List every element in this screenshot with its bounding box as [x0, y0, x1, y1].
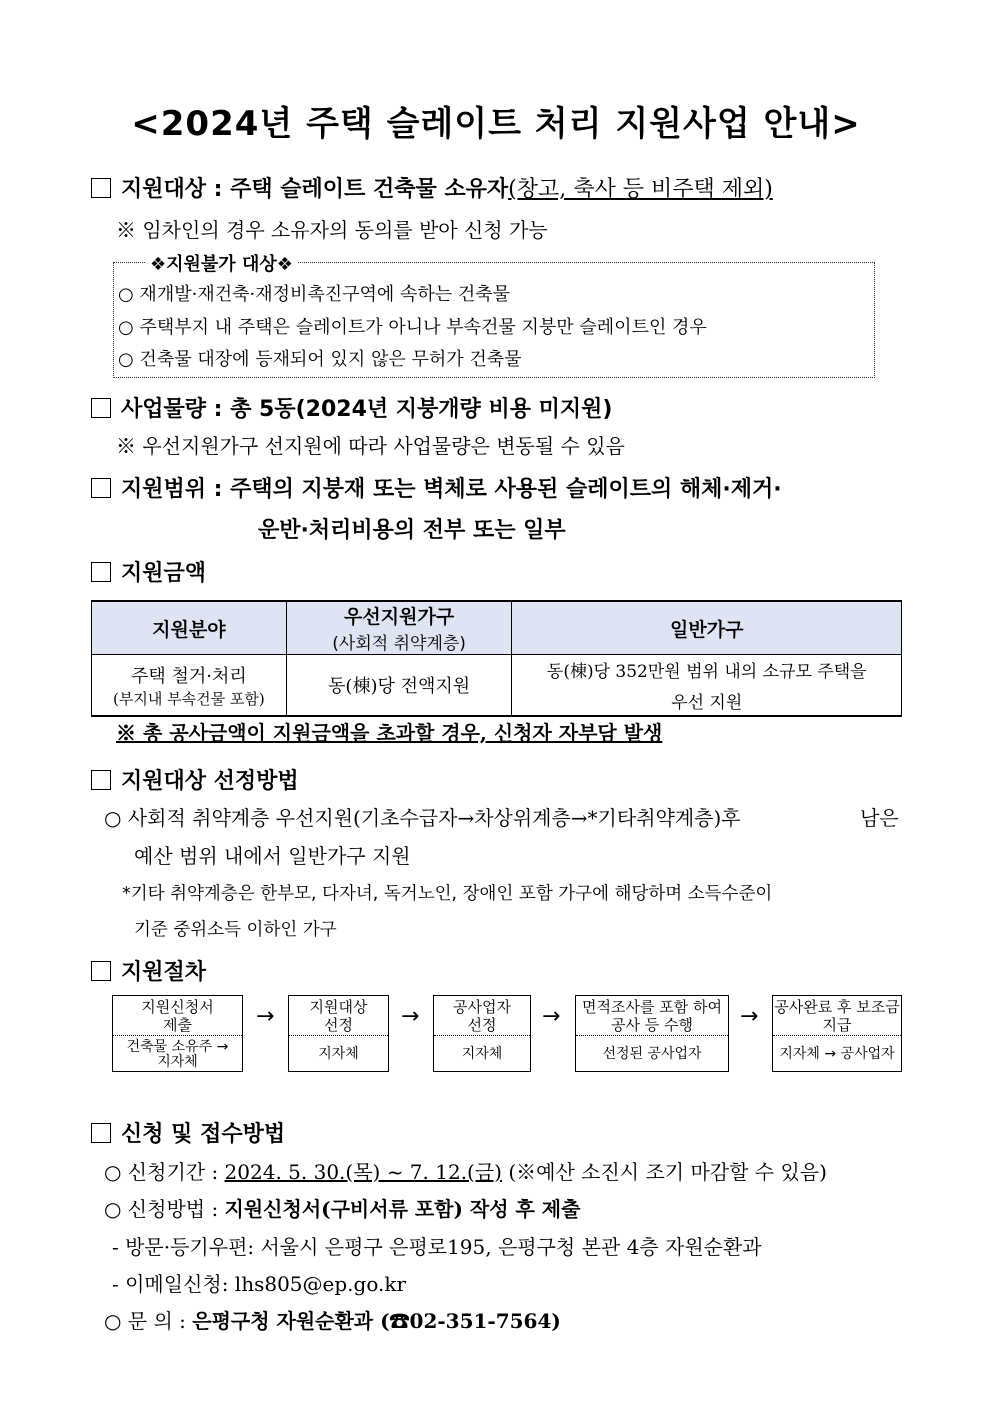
procedure-step: [575, 995, 729, 1072]
section-amount: [91, 556, 206, 587]
step-title-line2: 제출: [163, 1015, 192, 1034]
selection-line1: ○ 사회적 취약계층 우선지원(기초수급자→차상위계층→*기타취약계층)후: [104, 806, 741, 830]
volume-label: 사업물량 : 총 5동(2024년 지붕개량 비용 미지원): [121, 397, 613, 422]
checkbox-icon: [91, 961, 111, 981]
ineligible-title: ❖지원불가 대상❖: [146, 250, 297, 276]
inquiry-label: ○ 문 의 :: [104, 1309, 193, 1333]
checkbox-icon: [91, 562, 111, 582]
step-actor-line1: 건축물 소유주 →: [126, 1038, 229, 1055]
period-label: ○ 신청기간 :: [104, 1160, 225, 1184]
period-note: (※예산 소진시 조기 마감할 수 있음): [501, 1160, 827, 1184]
step-actor: 지자체: [318, 1046, 359, 1062]
step-title-line1: 지원신청서: [141, 997, 214, 1016]
step-title: [434, 996, 530, 1036]
section-selection: [91, 764, 299, 795]
step-title-line1: 공사업자: [453, 997, 511, 1016]
procedure-step: [433, 995, 531, 1072]
step-title-line2: 공사 등 수행: [610, 1015, 693, 1034]
ineligible-item: ○ 재개발·재건축·재정비촉진구역에 속하는 건축물: [118, 284, 511, 305]
application-label: 신청 및 접수방법: [121, 1122, 286, 1147]
step-actor: [113, 1036, 242, 1073]
application-method: [104, 1193, 580, 1222]
checkbox-icon: [91, 398, 111, 418]
amount-note: ※ 총 공사금액이 지원금액을 초과할 경우, 신청자 자부담 발생: [116, 721, 663, 745]
section-scope: [91, 472, 782, 503]
header-priority: [286, 601, 512, 655]
selection-label: 지원대상 선정방법: [121, 769, 299, 794]
step-actor: 선정된 공사업자: [602, 1046, 702, 1062]
ineligible-box: [113, 262, 875, 378]
step-title-line1: 면적조사를 포함 하여: [582, 997, 722, 1016]
table-header-row: [92, 601, 902, 655]
step-title-line2: 지급: [822, 1015, 852, 1034]
step-actor: 지자체 → 공사업자: [779, 1046, 895, 1062]
application-inquiry: [104, 1305, 561, 1334]
volume-note: ※ 우선지원가구 선지원에 따라 사업물량은 변동될 수 있음: [116, 434, 625, 458]
selection-footnote1: *기타 취약계층은 한부모, 다자녀, 독거노인, 장애인 포함 가구에 해당하며 소득수준이: [122, 884, 773, 904]
step-title-line2: 선정: [467, 1015, 497, 1034]
scope-label-line2: 운반·처리비용의 전부 또는 일부: [258, 518, 566, 543]
inquiry-value: 은평구청 자원순환과 (☎02-351-7564): [192, 1309, 561, 1333]
section-target: [91, 172, 773, 203]
header-priority-sub: (사회적 취약계층): [332, 634, 466, 654]
cell-field: [92, 655, 287, 717]
selection-footnote2: 기준 중위소득 이하인 가구: [134, 920, 337, 940]
amount-table: [91, 600, 902, 717]
checkbox-icon: [91, 178, 111, 198]
section-volume: [91, 392, 612, 423]
cell-field-line1: 주택 철거·처리: [130, 665, 247, 687]
page-title: <2024년 주택 슬레이트 처리 지원사업 안내>: [131, 104, 861, 144]
checkbox-icon: [91, 1123, 111, 1143]
method-label: ○ 신청방법 :: [104, 1197, 225, 1221]
selection-line2: 예산 범위 내에서 일반가구 지원: [134, 844, 411, 868]
header-priority-title: 우선지원가구: [344, 606, 455, 628]
cell-general: [512, 655, 902, 717]
header-general: 일반가구: [512, 601, 902, 655]
scope-label-line1: 지원범위 : 주택의 지붕재 또는 벽체로 사용된 슬레이트의 해체·제거·: [121, 477, 782, 502]
ineligible-item: ○ 주택부지 내 주택은 슬레이트가 아니나 부속건물 지붕만 슬레이트인 경우: [118, 317, 707, 338]
procedure-label: 지원절차: [121, 960, 207, 985]
target-exclusion: (창고, 축사 등 비주택 제외): [508, 177, 773, 202]
application-visit: - 방문·등기우편: 서울시 은평구 은평로195, 은평구청 본관 4층 자원순환과: [112, 1235, 762, 1259]
amount-label: 지원금액: [121, 561, 207, 586]
cell-general-line2: 우선 지원: [671, 693, 743, 713]
step-title: [113, 996, 242, 1036]
target-note: ※ 임차인의 경우 소유자의 동의를 받아 신청 가능: [116, 218, 548, 242]
procedure-step: [772, 995, 902, 1072]
header-field: 지원분야: [92, 601, 287, 655]
step-title: [289, 996, 388, 1036]
method-value: 지원신청서(구비서류 포함) 작성 후 제출: [224, 1197, 581, 1221]
selection-line1-end: 남은: [860, 806, 899, 830]
table-row: [92, 655, 902, 717]
section-procedure: [91, 955, 206, 986]
step-title-line1: 공사완료 후 보조금: [774, 997, 900, 1016]
step-title-line1: 지원대상: [309, 997, 368, 1016]
step-title: [773, 996, 901, 1036]
section-application: [91, 1117, 285, 1148]
step-title: [576, 996, 728, 1036]
procedure-step: [112, 995, 243, 1072]
cell-field-line2: (부지내 부속건물 포함): [113, 689, 265, 708]
procedure-step: [288, 995, 389, 1072]
arrow-icon: →: [740, 1004, 759, 1029]
cell-priority: 동(棟)당 전액지원: [286, 655, 512, 717]
step-actor-line2: 지자체: [157, 1053, 198, 1070]
arrow-icon: →: [401, 1004, 420, 1029]
application-period: [104, 1156, 827, 1185]
target-label: 지원대상 : 주택 슬레이트 건축물 소유자: [121, 177, 509, 202]
arrow-icon: →: [542, 1004, 561, 1029]
step-actor: 지자체: [461, 1046, 503, 1062]
arrow-icon: →: [256, 1004, 275, 1029]
checkbox-icon: [91, 770, 111, 790]
checkbox-icon: [91, 478, 111, 498]
cell-general-line1: 동(棟)당 352만원 범위 내의 소규모 주택을: [546, 662, 867, 682]
application-email: - 이메일신청: lhs805@ep.go.kr: [112, 1272, 407, 1296]
step-title-line2: 선정: [324, 1015, 353, 1034]
period-value: 2024. 5. 30.(목) ~ 7. 12.(금): [224, 1160, 502, 1184]
ineligible-item: ○ 건축물 대장에 등재되어 있지 않은 무허가 건축물: [118, 349, 522, 370]
